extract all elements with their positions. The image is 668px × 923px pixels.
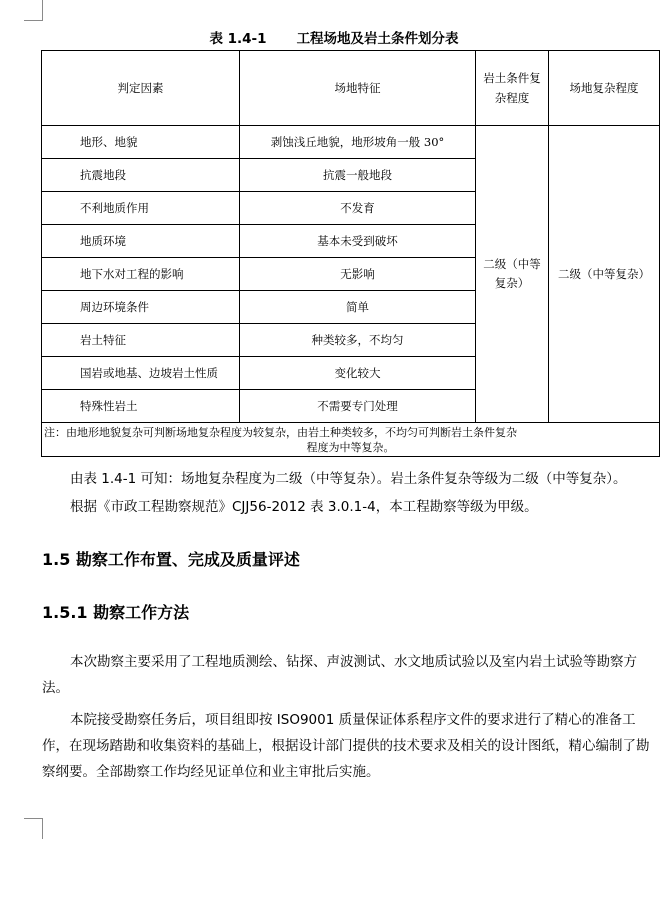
row-feature: 变化较大 [240, 357, 476, 390]
row-feature: 抗震一般地段 [240, 159, 476, 192]
row-factor: 周边环境条件 [42, 291, 240, 324]
section-heading-1-5-1: 1.5.1 勘察工作方法 [42, 603, 190, 622]
table-caption-number: 表 1.4-1 [209, 31, 267, 47]
paragraph-conclusion: 由表 1.4-1 可知：场地复杂程度为二级（中等复杂）。岩土条件复杂等级为二级（中等复杂）。 [70, 471, 627, 487]
table-note-line1: 注：由地形地貌复杂可判断场地复杂程度为较复杂，由岩土种类较多，不均匀可判断岩土条件复杂 [44, 425, 517, 439]
table-caption [0, 27, 668, 47]
header-site-complexity: 场地复杂程度 [549, 51, 660, 126]
table-note-row [42, 423, 660, 457]
header-factor: 判定因素 [42, 51, 240, 126]
row-factor: 特殊性岩土 [42, 390, 240, 423]
page-corner-mark-bottom [24, 818, 43, 839]
row-feature: 基本未受到破坏 [240, 225, 476, 258]
header-feature: 场地特征 [240, 51, 476, 126]
row-factor: 岩土特征 [42, 324, 240, 357]
site-condition-table [41, 50, 660, 457]
row-factor: 地下水对工程的影响 [42, 258, 240, 291]
row-factor: 抗震地段 [42, 159, 240, 192]
row-feature: 简单 [240, 291, 476, 324]
paragraph-preparation: 本院接受勘察任务后，项目组即按 ISO9001 质量保证体系程序文件的要求进行了精心的准备工作，在现场踏勘和收集资料的基础上，根据设计部门提供的技术要求及相关的设计图纸，精心编制了勘察纲要。全部勘察工作均经见证单位和业主审批后实施。 [42, 712, 650, 780]
table-row [42, 126, 660, 159]
paragraph-survey-grade: 根据《市政工程勘察规范》CJJ56-2012 表 3.0.1-4，本工程勘察等级为甲级。 [70, 499, 538, 515]
page-corner-mark-top [24, 0, 43, 21]
row-feature: 种类较多，不均匀 [240, 324, 476, 357]
row-factor: 国岩或地基、边坡岩土性质 [80, 366, 218, 380]
header-rock-condition: 岩土条件复杂程度 [483, 71, 541, 105]
row-feature: 不发育 [240, 192, 476, 225]
section-heading-1-5: 1.5 勘察工作布置、完成及质量评述 [42, 550, 300, 569]
table-caption-title: 工程场地及岩土条件划分表 [296, 31, 459, 47]
rock-condition-value: 二级（中等复杂） [476, 126, 549, 423]
table-note-line2: 程度为中等复杂。 [306, 440, 395, 454]
row-factor: 不利地质作用 [42, 192, 240, 225]
row-factor: 地形、地貌 [42, 126, 240, 159]
paragraph-methods: 本次勘察主要采用了工程地质测绘、钻探、声波测试、水文地质试验以及室内岩土试验等勘察方法。 [42, 654, 637, 696]
row-feature: 不需要专门处理 [240, 390, 476, 423]
table-header-row [42, 51, 660, 126]
row-feature: 剥蚀浅丘地貌，地形坡角一般 30° [240, 126, 476, 159]
site-complexity-value: 二级（中等复杂） [549, 126, 660, 423]
row-feature: 无影响 [240, 258, 476, 291]
row-factor: 地质环境 [42, 225, 240, 258]
